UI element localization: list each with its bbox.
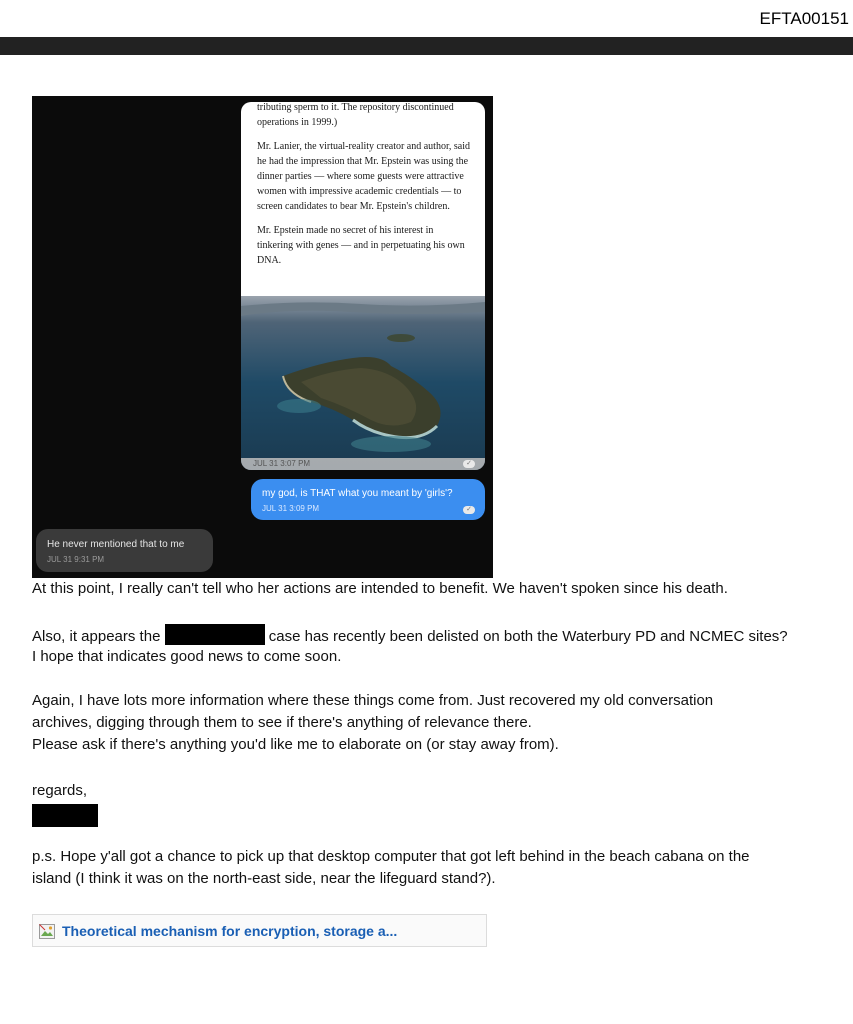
header-bar: [0, 37, 853, 55]
read-receipt-icon: ✓: [463, 506, 475, 514]
article-text: [241, 102, 485, 268]
email-paragraph: archives, digging through them to see if there's anything of relevance there.: [32, 714, 532, 731]
article-paragraph: tributing sperm to it. The repository discontinued operations in 1999.): [257, 102, 454, 128]
email-text: case has recently been delisted on both the Waterbury PD and NCMEC sites?: [268, 628, 788, 645]
email-text: Also, it appears the: [32, 628, 161, 645]
article-timestamp-text: JUL 31 3:07 PM: [253, 459, 311, 468]
email-paragraph: [32, 624, 847, 648]
attachment-link-text[interactable]: Theoretical mechanism for encryption, storage a...: [62, 923, 398, 939]
email-paragraph: Again, I have lots more information where these things come from. Just recovered my old conversation: [32, 692, 714, 709]
email-paragraph: At this point, I really can't tell who her actions are intended to benefit. We haven't spoken since his death.: [32, 580, 728, 597]
redacted-signature: [32, 804, 98, 827]
embedded-message-screenshot: [32, 96, 493, 578]
email-postscript: p.s. Hope y'all got a chance to pick up that desktop computer that got left behind in the beach cabana on the: [32, 848, 750, 865]
broken-image-icon: [39, 924, 55, 939]
email-paragraph: I hope that indicates good news to come soon.: [32, 648, 342, 665]
article-timestamp: [241, 458, 485, 470]
received-message-text: He never mentioned that to me: [47, 539, 185, 550]
received-message-bubble: [36, 529, 213, 572]
received-message-timestamp: JUL 31 9:31 PM: [47, 555, 105, 564]
article-card: [241, 102, 485, 470]
sent-message-text: my god, is THAT what you meant by 'girls'?: [262, 488, 453, 499]
sent-message-bubble: [251, 479, 485, 520]
email-paragraph: Please ask if there's anything you'd like me to elaborate on (or stay away from).: [32, 736, 559, 753]
document-id: EFTA00151: [759, 9, 849, 28]
island-aerial-photo: [241, 296, 485, 470]
article-paragraph: Mr. Lanier, the virtual-reality creator and author, said he had the impression that Mr. Epstein was using the dinner parties — where some guests were attractive women with impressive academic credentials — to screen candidates to bear Mr. Epstein's children.: [257, 141, 471, 212]
email-postscript: island (I think it was on the north-east side, near the lifeguard stand?).: [32, 870, 496, 887]
email-signoff: regards,: [32, 782, 88, 799]
attachment-link[interactable]: [32, 914, 487, 947]
redaction-box: [165, 624, 265, 645]
article-paragraph: Mr. Epstein made no secret of his interest in tinkering with genes — and in perpetuating his own DNA.: [257, 225, 465, 266]
sent-message-timestamp: JUL 31 3:09 PM: [262, 504, 320, 513]
read-receipt-icon: ✓: [463, 460, 475, 468]
